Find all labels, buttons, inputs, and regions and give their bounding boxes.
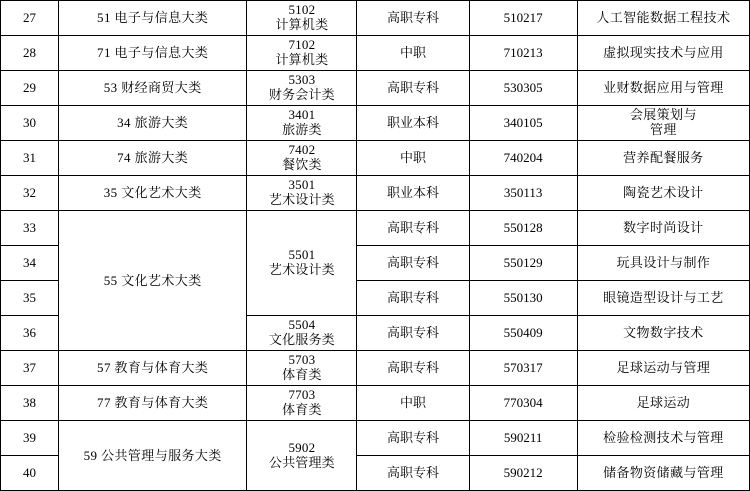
- table-row: [1, 176, 750, 211]
- major-name: 足球运动与管理: [577, 351, 749, 386]
- major-group-name: 财务会计类: [268, 87, 335, 102]
- major-name: 业财数据应用与管理: [577, 71, 749, 106]
- major-name: 陶瓷艺术设计: [577, 176, 749, 211]
- major-name: 营养配餐服务: [577, 141, 749, 176]
- major-group-name: 餐饮类: [282, 157, 322, 172]
- education-level: 高职专科: [357, 351, 469, 386]
- education-level: 高职专科: [357, 1, 469, 36]
- major-code: 350113: [469, 176, 577, 211]
- education-level: 高职专科: [357, 456, 469, 491]
- row-number: 34: [1, 246, 59, 281]
- education-level: 中职: [357, 36, 469, 71]
- row-number: 31: [1, 141, 59, 176]
- major-name: 眼镜造型设计与工艺: [577, 281, 749, 316]
- table-row: [1, 36, 750, 71]
- major-name: 检验检测技术与管理: [577, 421, 749, 456]
- major-group: [247, 211, 357, 316]
- major-name-line2: 管理: [649, 122, 677, 137]
- major-group: [247, 106, 357, 141]
- major-code: 530305: [469, 71, 577, 106]
- major-code: 590212: [469, 456, 577, 491]
- education-level: 职业本科: [357, 106, 469, 141]
- major-name: 玩具设计与制作: [577, 246, 749, 281]
- major-group-name: 计算机类: [275, 52, 329, 67]
- major-name-line1: 会展策划与: [629, 107, 697, 123]
- major-group-code: 5303: [288, 72, 316, 88]
- row-number: 38: [1, 386, 59, 421]
- education-level: 高职专科: [357, 421, 469, 456]
- major-code: 710213: [469, 36, 577, 71]
- major-category: 55 文化艺术大类: [59, 211, 247, 351]
- major-group: [247, 316, 357, 351]
- row-number: 28: [1, 36, 59, 71]
- major-group-code: 5703: [288, 352, 316, 368]
- major-category: 77 教育与体育大类: [59, 386, 247, 421]
- row-number: 30: [1, 106, 59, 141]
- row-number: 39: [1, 421, 59, 456]
- major-group-name: 公共管理类: [268, 454, 335, 470]
- table-row: [1, 71, 750, 106]
- row-number: 29: [1, 71, 59, 106]
- table-row: [1, 141, 750, 176]
- row-number: 40: [1, 456, 59, 491]
- major-group-name: 文化服务类: [268, 332, 335, 347]
- major-group: [247, 71, 357, 106]
- major-name: 虚拟现实技术与应用: [577, 36, 749, 71]
- major-group-code: 5902: [288, 439, 316, 455]
- major-group-name: 旅游类: [282, 122, 322, 137]
- education-level: 高职专科: [357, 211, 469, 246]
- major-group: [247, 176, 357, 211]
- major-code: 550129: [469, 246, 577, 281]
- major-group: [247, 36, 357, 71]
- education-level: 高职专科: [357, 71, 469, 106]
- row-number: 27: [1, 1, 59, 36]
- major-name: 文物数字技术: [577, 316, 749, 351]
- major-group-name: 艺术设计类: [268, 192, 335, 207]
- major-group-code: 5501: [288, 247, 316, 263]
- major-group: [247, 421, 357, 491]
- major-code: 550409: [469, 316, 577, 351]
- education-level: 高职专科: [357, 316, 469, 351]
- row-number: 37: [1, 351, 59, 386]
- education-level: 职业本科: [357, 176, 469, 211]
- major-code: 340105: [469, 106, 577, 141]
- major-group-name: 体育类: [282, 402, 322, 417]
- major-category: 74 旅游大类: [59, 141, 247, 176]
- education-level: 高职专科: [357, 281, 469, 316]
- major-category: 59 公共管理与服务大类: [59, 421, 247, 491]
- major-name: 数字时尚设计: [577, 211, 749, 246]
- major-code: 570317: [469, 351, 577, 386]
- table-row: [1, 211, 750, 246]
- table-row: [1, 351, 750, 386]
- row-number: 36: [1, 316, 59, 351]
- major-category: 35 文化艺术大类: [59, 176, 247, 211]
- major-code: 550128: [469, 211, 577, 246]
- major-group-code: 3401: [288, 107, 316, 123]
- major-code: 510217: [469, 1, 577, 36]
- major-category: 57 教育与体育大类: [59, 351, 247, 386]
- education-level: 高职专科: [357, 246, 469, 281]
- major-category: 71 电子与信息大类: [59, 36, 247, 71]
- row-number: 35: [1, 281, 59, 316]
- major-category: 34 旅游大类: [59, 106, 247, 141]
- major-group-name: 计算机类: [275, 17, 329, 32]
- table-row: [1, 421, 750, 456]
- major-category: 51 电子与信息大类: [59, 1, 247, 36]
- table-row: [1, 386, 750, 421]
- major-name: 储备物资储藏与管理: [577, 456, 749, 491]
- major-group: [247, 1, 357, 36]
- major-group: [247, 386, 357, 421]
- row-number: 32: [1, 176, 59, 211]
- major-code: 590211: [469, 421, 577, 456]
- major-name: 足球运动: [577, 386, 749, 421]
- major-name: 人工智能数据工程技术: [577, 1, 749, 36]
- table-row: [1, 1, 750, 36]
- major-code: 740204: [469, 141, 577, 176]
- major-group-code: 7703: [288, 387, 316, 403]
- major-group-name: 艺术设计类: [268, 262, 335, 277]
- major-group-name: 体育类: [282, 367, 322, 382]
- education-level: 中职: [357, 141, 469, 176]
- education-level: 中职: [357, 386, 469, 421]
- major-group: [247, 141, 357, 176]
- major-group: [247, 351, 357, 386]
- major-group-code: 7402: [288, 142, 316, 158]
- major-group-code: 7102: [288, 37, 316, 53]
- row-number: 33: [1, 211, 59, 246]
- major-group-code: 3501: [288, 177, 316, 193]
- major-code: 550130: [469, 281, 577, 316]
- major-group-code: 5102: [288, 2, 316, 18]
- table-row: [1, 106, 750, 141]
- major-group-code: 5504: [288, 317, 316, 333]
- major-category: 53 财经商贸大类: [59, 71, 247, 106]
- major-name: [577, 106, 749, 141]
- major-code: 770304: [469, 386, 577, 421]
